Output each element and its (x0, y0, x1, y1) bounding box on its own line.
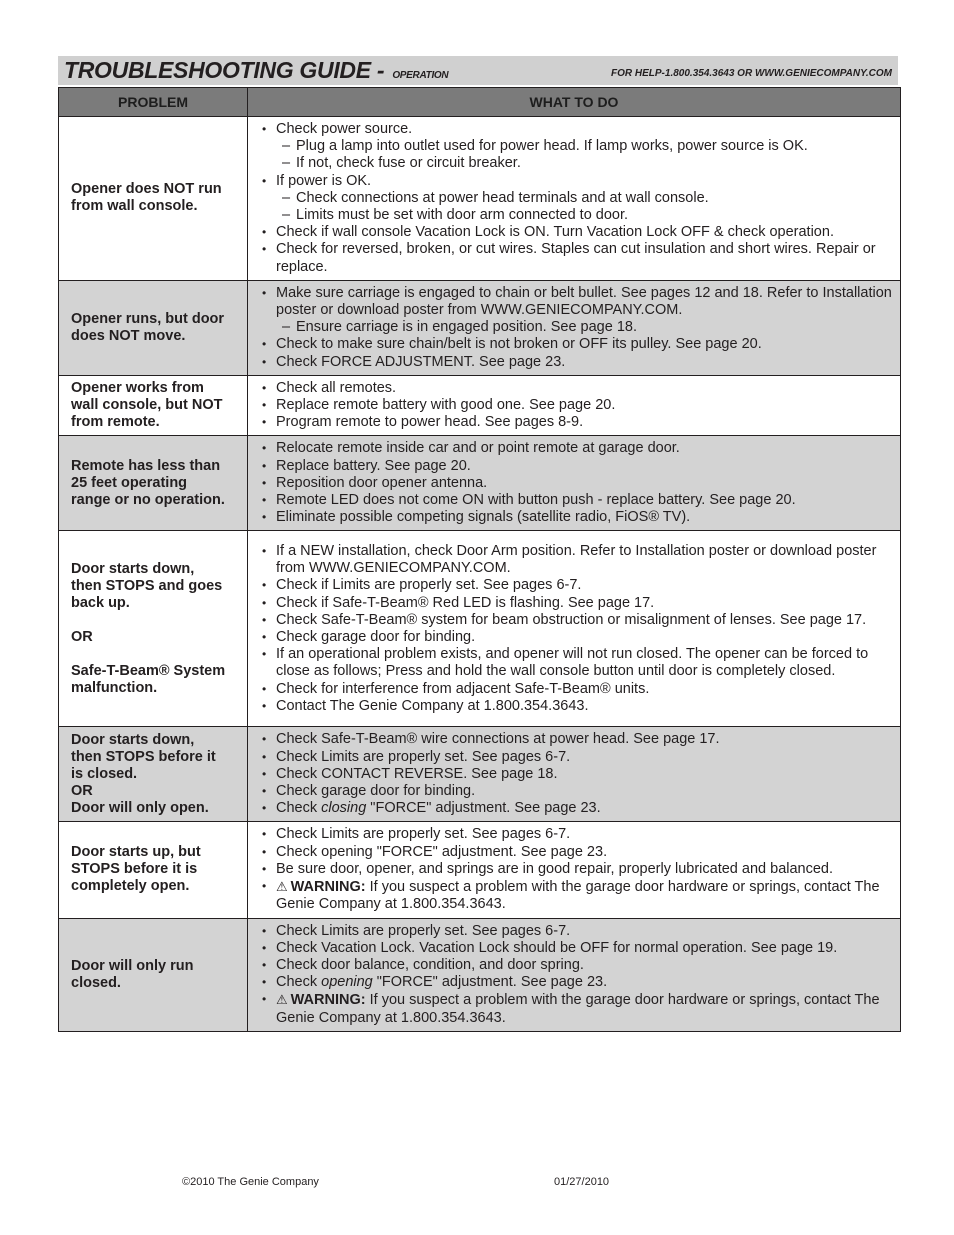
action-item (262, 731, 896, 748)
what-to-do-cell (248, 117, 901, 281)
action-text: Check Vacation Lock. Vacation Lock should be OFF for normal operation. See page 19. (276, 939, 838, 956)
problem-line: 25 feet operating (71, 474, 188, 491)
action-text: Eliminate possible competing signals (satellite radio, FiOS® TV). (276, 509, 691, 526)
action-text: Contact The Genie Company at 1.800.354.3643. (276, 697, 589, 714)
action-item (262, 749, 896, 766)
problem-line: from wall console. (71, 198, 198, 215)
action-list (262, 380, 896, 432)
problem-line: Opener runs, but door (71, 310, 225, 327)
problem-line: wall console, but NOT (71, 397, 223, 414)
problem-line: does NOT move. (71, 327, 186, 344)
action-text: If you suspect a problem with the garage door hardware or springs, contact The Genie Company at 1.800.354.3643. (276, 992, 880, 1026)
action-item (262, 681, 896, 698)
action-list (262, 285, 896, 371)
action-item (262, 940, 896, 957)
problem-line: then STOPS before it (71, 748, 216, 765)
problem-cell (59, 375, 248, 436)
help-contact: FOR HELP-1.800.354.3643 OR WWW.GENIECOMPANY.COM (611, 68, 892, 79)
action-item (262, 878, 896, 913)
problem-line: OR (71, 628, 93, 645)
problem-cell (59, 918, 248, 1031)
action-item (262, 414, 896, 431)
problem-line: Opener does NOT run (71, 181, 222, 198)
guide-title (64, 57, 448, 84)
problem-line: STOPS before it is (71, 861, 198, 878)
action-text: Check to make sure chain/belt is not broken or OFF its pulley. See page 20. (276, 336, 762, 353)
action-item (262, 380, 896, 397)
problem-cell (59, 117, 248, 281)
action-item (262, 121, 896, 138)
action-text: Check FORCE ADJUSTMENT. See page 23. (276, 353, 566, 370)
problem-line: Remote has less than (71, 457, 221, 474)
action-text: Check all remotes. (276, 379, 397, 396)
action-subitem: – Ensure carriage is in engaged position. See page 18. (262, 319, 896, 336)
action-list (262, 440, 896, 526)
action-item (262, 698, 896, 715)
action-text: Replace battery. See page 20. (276, 457, 471, 474)
action-text: Check (276, 800, 322, 817)
problem-line: closed. (71, 974, 121, 991)
what-to-do-cell (248, 531, 901, 727)
problem-line: then STOPS and goes (71, 577, 223, 594)
problem-cell (59, 727, 248, 822)
problem-line: Door starts down, (71, 560, 195, 577)
problem-line (71, 612, 241, 629)
action-text: Check for interference from adjacent Safe-T-Beam® units. (276, 680, 650, 697)
footer-date: 01/27/2010 (554, 1176, 610, 1188)
problem-line: Door will only open. (71, 799, 209, 816)
guide-title-text: TROUBLESHOOTING GUIDE - (64, 57, 391, 83)
action-item (262, 440, 896, 457)
action-text: Be sure door, opener, and springs are in good repair, properly lubricated and balanced. (276, 860, 834, 877)
action-item (262, 543, 896, 577)
problem-line: Safe-T-Beam® System (71, 662, 226, 679)
action-text: Check garage door for binding. (276, 628, 476, 645)
action-text-after: "FORCE" adjustment. See page 23. (366, 800, 601, 817)
action-text: Check door balance, condition, and door spring. (276, 956, 584, 973)
what-to-do-cell (248, 436, 901, 531)
action-subitem: – If not, check fuse or circuit breaker. (262, 155, 896, 172)
action-text: If an operational problem exists, and opener will not run closed. The opener can be forced to close as follows; Press and hold the wall console button until door is completely closed. (276, 646, 869, 680)
action-text: Check Limits are properly set. See pages 6-7. (276, 922, 571, 939)
problem-cell (59, 436, 248, 531)
column-header-what-to-do: WHAT TO DO (248, 88, 901, 117)
action-subitem: – Limits must be set with door arm connected to door. (262, 207, 896, 224)
action-item (262, 509, 896, 526)
what-to-do-cell (248, 918, 901, 1031)
action-text: Check Limits are properly set. See pages 6-7. (276, 826, 571, 843)
what-to-do-cell (248, 280, 901, 375)
action-item (262, 354, 896, 371)
action-text: Remote LED does not come ON with button push - replace battery. See page 20. (276, 492, 796, 509)
problem-line: OR (71, 782, 93, 799)
action-text: Check if Limits are properly set. See pages 6-7. (276, 577, 582, 594)
action-item (262, 923, 896, 940)
action-item (262, 595, 896, 612)
table-row (59, 727, 901, 822)
action-text: Check if Safe-T-Beam® Red LED is flashing. See page 17. (276, 594, 655, 611)
warning-label: WARNING: (290, 992, 366, 1009)
action-item (262, 957, 896, 974)
action-item (262, 458, 896, 475)
action-item (262, 285, 896, 319)
guide-subtitle: OPERATION (392, 70, 449, 81)
action-text: Check garage door for binding. (276, 783, 476, 800)
what-to-do-cell (248, 375, 901, 436)
problem-cell (59, 531, 248, 727)
action-subitem: – Plug a lamp into outlet used for power head. If lamp works, power source is OK. (262, 138, 896, 155)
warning-icon: ⚠ (276, 879, 288, 895)
action-emphasis: opening (321, 974, 373, 991)
action-text: Relocate remote inside car and or point remote at garage door. (276, 440, 680, 457)
action-subitem: – Check connections at power head terminals and at wall console. (262, 190, 896, 207)
problem-line: Door will only run (71, 957, 194, 974)
problem-cell (59, 280, 248, 375)
action-text: Replace remote battery with good one. See page 20. (276, 397, 616, 414)
action-item (262, 991, 896, 1026)
action-text: Check Safe-T-Beam® wire connections at power head. See page 17. (276, 731, 720, 748)
action-item (262, 844, 896, 861)
action-text: Reposition door opener antenna. (276, 474, 488, 491)
action-item (262, 766, 896, 783)
problem-line: completely open. (71, 878, 190, 895)
action-emphasis: closing (321, 800, 367, 817)
problem-line: Door starts down, (71, 731, 195, 748)
problem-line: from remote. (71, 414, 160, 431)
table-header-row (59, 88, 901, 117)
action-item (262, 577, 896, 594)
footer-copyright: ©2010 The Genie Company (182, 1176, 319, 1188)
action-text: Make sure carriage is engaged to chain or belt bullet. See pages 12 and 18. Refer to Installation poster or download poster from WWW.GENIECOMPANY.COM. (276, 284, 892, 319)
problem-line: range or no operation. (71, 491, 225, 508)
problem-line: is closed. (71, 765, 138, 782)
action-item (262, 629, 896, 646)
table-row (59, 822, 901, 918)
action-item (262, 492, 896, 509)
problem-line: back up. (71, 594, 130, 611)
table-row (59, 436, 901, 531)
action-text: Check opening "FORCE" adjustment. See page 23. (276, 843, 608, 860)
table-row (59, 375, 901, 436)
problem-cell (59, 822, 248, 918)
action-text: Program remote to power head. See pages 8-9. (276, 414, 584, 431)
action-item (262, 646, 896, 680)
action-item (262, 800, 896, 817)
action-text: If you suspect a problem with the garage door hardware or springs, contact The Genie Company at 1.800.354.3643. (276, 879, 880, 913)
warning-icon: ⚠ (276, 992, 288, 1008)
table-row (59, 117, 901, 281)
action-text: If a NEW installation, check Door Arm position. Refer to Installation poster or download poster from WWW.GENIECOMPANY.COM. (276, 542, 877, 577)
table-row (59, 918, 901, 1031)
action-item (262, 224, 896, 241)
problem-line (71, 646, 241, 663)
action-text: Check Limits are properly set. See pages 6-7. (276, 748, 571, 765)
action-item (262, 173, 896, 190)
action-text: Check CONTACT REVERSE. See page 18. (276, 765, 558, 782)
action-list (262, 543, 896, 715)
action-text: Check (276, 974, 322, 991)
table-row (59, 531, 901, 727)
action-list (262, 731, 896, 817)
action-list (262, 826, 896, 913)
action-text: Check if wall console Vacation Lock is ON. Turn Vacation Lock OFF & check operation. (276, 224, 834, 241)
action-list (262, 121, 896, 276)
action-item (262, 475, 896, 492)
action-item (262, 974, 896, 991)
warning-label: WARNING: (290, 879, 366, 896)
problem-line: Opener works from (71, 380, 204, 397)
troubleshooting-table (58, 87, 901, 1032)
guide-header-banner (58, 56, 898, 85)
action-item (262, 241, 896, 275)
problem-line: Door starts up, but (71, 844, 201, 861)
action-item (262, 612, 896, 629)
column-header-problem: PROBLEM (59, 88, 248, 117)
action-item (262, 826, 896, 843)
action-item (262, 397, 896, 414)
action-text: Check Safe-T-Beam® system for beam obstruction or misalignment of lenses. See page 17. (276, 611, 867, 628)
action-list (262, 923, 896, 1027)
table-body (59, 117, 901, 1032)
what-to-do-cell (248, 822, 901, 918)
table-row (59, 280, 901, 375)
action-text-after: "FORCE" adjustment. See page 23. (372, 974, 608, 991)
action-item (262, 861, 896, 878)
action-item (262, 336, 896, 353)
problem-line: malfunction. (71, 679, 158, 696)
action-item (262, 783, 896, 800)
action-text: Check power source. (276, 121, 413, 137)
action-text: If power is OK. (276, 172, 372, 189)
action-text: Check for reversed, broken, or cut wires. Staples can cut insulation and short wires. Repair or replace. (276, 241, 876, 275)
what-to-do-cell (248, 727, 901, 822)
